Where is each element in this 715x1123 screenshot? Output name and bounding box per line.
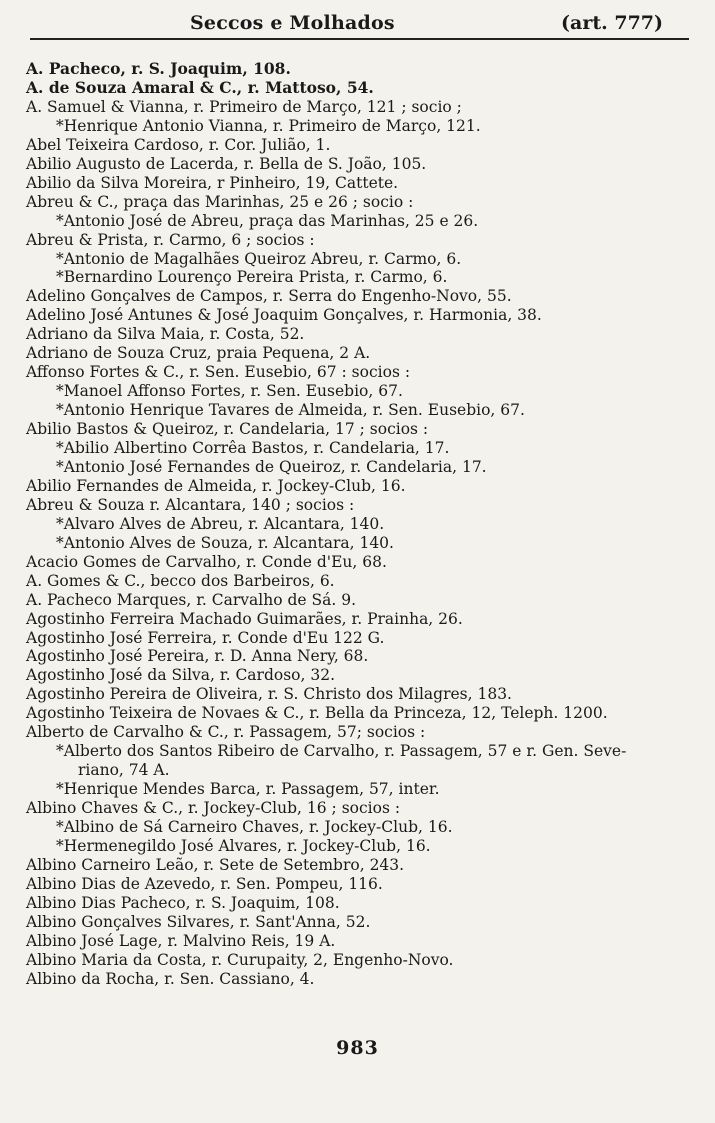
merchant-entry: Agostinho José da Silva, r. Cardoso, 32. bbox=[26, 666, 336, 685]
partner-entry: *Antonio de Magalhães Queiroz Abreu, r. Carmo, 6. bbox=[56, 249, 462, 268]
partner-entry: *Alberto dos Santos Ribeiro de Carvalho, r. Passagem, 57 e r. Gen. Seve- bbox=[56, 742, 627, 761]
partner-entry: *Henrique Antonio Vianna, r. Primeiro de Março, 121. bbox=[56, 116, 481, 135]
partner-entry: *Antonio José Fernandes de Queiroz, r. Candelaria, 17. bbox=[56, 457, 487, 476]
page-header bbox=[30, 10, 703, 38]
partner-entry: *Bernardino Lourenço Pereira Prista, r. Carmo, 6. bbox=[56, 268, 448, 287]
merchant-entry: Agostinho José Pereira, r. D. Anna Nery, 68. bbox=[26, 647, 369, 666]
merchant-entry: Agostinho Ferreira Machado Guimarães, r. Prainha, 26. bbox=[26, 609, 463, 628]
merchant-entry: Abreu & Souza r. Alcantara, 140 ; socios : bbox=[26, 495, 355, 514]
partner-entry: riano, 74 A. bbox=[78, 761, 170, 780]
merchant-entry: Albino Dias de Azevedo, r. Sen. Pompeu, 116. bbox=[26, 874, 383, 893]
article-number: (art. 777) bbox=[561, 12, 663, 34]
merchant-entry: Albino José Lage, r. Malvino Reis, 19 A. bbox=[26, 931, 336, 950]
merchant-entry: A. Gomes & C., becco dos Barbeiros, 6. bbox=[26, 571, 335, 590]
merchant-entry: Abel Teixeira Cardoso, r. Cor. Julião, 1. bbox=[26, 135, 331, 154]
merchant-entry: A. de Souza Amaral & C., r. Mattoso, 54. bbox=[26, 77, 374, 97]
merchant-entry: A. Pacheco, r. S. Joaquim, 108. bbox=[26, 59, 291, 78]
merchant-entry: Albino Chaves & C., r. Jockey-Club, 16 ; socios : bbox=[26, 799, 401, 818]
merchant-entry: Agostinho Pereira de Oliveira, r. S. Christo dos Milagres, 183. bbox=[26, 685, 512, 704]
partner-entry: *Abilio Albertino Corrêa Bastos, r. Candelaria, 17. bbox=[56, 439, 450, 457]
merchant-entry: Abreu & C., praça das Marinhas, 25 e 26 ; socio : bbox=[26, 192, 414, 211]
merchant-entry: Agostinho Teixeira de Novaes & C., r. Bella da Princeza, 12, Teleph. 1200. bbox=[26, 704, 608, 723]
merchant-entry: Adelino Gonçalves de Campos, r. Serra do Engenho-Novo, 55. bbox=[26, 287, 512, 306]
merchant-entry: A. Pacheco Marques, r. Carvalho de Sá. 9. bbox=[26, 590, 356, 609]
merchant-entry: Abilio Bastos & Queiroz, r. Candelaria, 17 ; socios : bbox=[26, 420, 429, 439]
partner-entry: *Antonio José de Abreu, praça das Marinhas, 25 e 26. bbox=[56, 211, 479, 230]
running-title: Seccos e Molhados bbox=[190, 12, 395, 34]
merchant-entry: Affonso Fortes & C., r. Sen. Eusebio, 67 : socios : bbox=[26, 363, 411, 382]
merchant-entry: Abilio da Silva Moreira, r Pinheiro, 19, Cattete. bbox=[26, 173, 399, 192]
merchant-entry: Albino Carneiro Leão, r. Sete de Setembro, 243. bbox=[26, 855, 405, 874]
partner-entry: *Antonio Henrique Tavares de Almeida, r. Sen. Eusebio, 67. bbox=[56, 401, 525, 420]
merchant-entry: Abreu & Prista, r. Carmo, 6 ; socios : bbox=[26, 230, 315, 249]
partner-entry: *Manoel Affonso Fortes, r. Sen. Eusebio, 67. bbox=[56, 382, 403, 401]
merchant-entry: Adelino José Antunes & José Joaquim Gonçalves, r. Harmonia, 38. bbox=[26, 306, 542, 325]
merchant-entry: Albino Maria da Costa, r. Curupaity, 2, Engenho-Novo. bbox=[26, 950, 454, 969]
partner-entry: *Albino de Sá Carneiro Chaves, r. Jockey-Club, 16. bbox=[56, 818, 453, 836]
partner-entry: *Alvaro Alves de Abreu, r. Alcantara, 140. bbox=[56, 514, 385, 533]
partner-entry: *Antonio Alves de Souza, r. Alcantara, 140. bbox=[56, 533, 394, 552]
merchant-entry: Albino da Rocha, r. Sen. Cassiano, 4. bbox=[26, 969, 315, 988]
merchant-entry: Albino Dias Pacheco, r. S. Joaquim, 108. bbox=[26, 893, 340, 912]
merchant-entry: Adriano da Silva Maia, r. Costa, 52. bbox=[26, 325, 305, 344]
merchant-entry: Albino Gonçalves Silvares, r. Sant'Anna, 52. bbox=[26, 912, 371, 931]
partner-entry: *Henrique Mendes Barca, r. Passagem, 57, inter. bbox=[56, 780, 440, 799]
header-rule bbox=[30, 38, 689, 40]
merchant-entry: Alberto de Carvalho & C., r. Passagem, 57; socios : bbox=[26, 723, 426, 742]
page-number: 983 bbox=[336, 1037, 379, 1059]
merchant-entry: Agostinho José Ferreira, r. Conde d'Eu 122 G. bbox=[26, 628, 385, 647]
merchant-entry: A. Samuel & Vianna, r. Primeiro de Março, 121 ; socio ; bbox=[26, 97, 462, 116]
partner-entry: *Hermenegildo José Alvares, r. Jockey-Club, 16. bbox=[56, 836, 431, 855]
merchant-entry: Abilio Fernandes de Almeida, r. Jockey-Club, 16. bbox=[26, 476, 406, 495]
merchant-entry: Acacio Gomes de Carvalho, r. Conde d'Eu, 68. bbox=[26, 552, 387, 571]
merchant-entry: Adriano de Souza Cruz, praia Pequena, 2 A. bbox=[26, 344, 371, 363]
merchant-entry: Abilio Augusto de Lacerda, r. Bella de S. João, 105. bbox=[26, 154, 427, 173]
